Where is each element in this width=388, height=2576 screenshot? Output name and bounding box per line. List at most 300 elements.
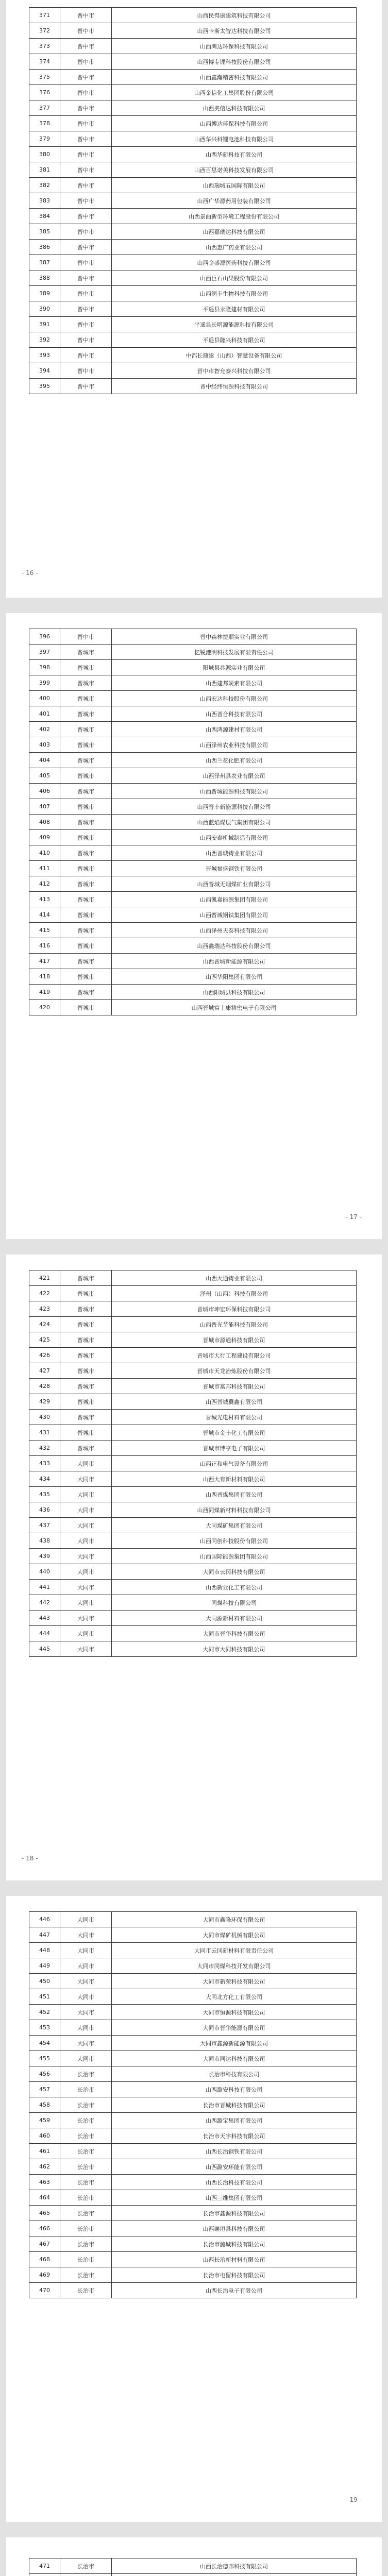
company-name-cell: 晋中经纬恒源科技有限公司 <box>112 379 357 394</box>
city-cell: 晋中市 <box>60 8 112 23</box>
table-row <box>29 1564 357 1580</box>
company-name-cell: 山西建邦炭素有限公司 <box>112 675 357 691</box>
company-name-cell: 晋中市智允泰兴科技有限公司 <box>112 363 357 379</box>
company-name-cell: 山西三维集团有限公司 <box>112 2190 357 2206</box>
company-name-cell: 中都长鼎建（山西）智慧设备有限公司 <box>112 348 357 363</box>
company-name-cell: 山西百思诺美科技发展有限公司 <box>112 162 357 178</box>
city-cell: 大同市 <box>60 1564 112 1580</box>
company-name-cell: 山西晋城冀鑫有限公司 <box>112 1394 357 1410</box>
city-cell: 晋城市 <box>60 1348 112 1363</box>
company-name-cell: 山西长治新材料有限公司 <box>112 2252 357 2267</box>
row-number: 396 <box>29 629 60 645</box>
row-number: 443 <box>29 1611 60 1626</box>
company-name-cell: 山西新业化工有限公司 <box>112 1580 357 1595</box>
row-number: 424 <box>29 1317 60 1332</box>
table-row <box>29 706 357 722</box>
row-number: 465 <box>29 2206 60 2221</box>
company-name-cell: 平遥县长明源能源科技有限公司 <box>112 317 357 332</box>
company-table <box>29 2558 357 2576</box>
company-table <box>29 629 357 1015</box>
city-cell: 晋中市 <box>60 193 112 209</box>
company-name-cell: 晋城市源通科技有限公司 <box>112 1332 357 1348</box>
city-cell: 大同市 <box>60 1549 112 1564</box>
company-table <box>29 1911 357 2298</box>
document-page <box>6 2537 382 2576</box>
table-row <box>29 270 357 286</box>
company-name-cell: 平遥县隆兴科技有限公司 <box>112 332 357 348</box>
city-cell: 晋城市 <box>60 815 112 830</box>
table-row <box>29 1958 357 1974</box>
table-row <box>29 1000 357 1015</box>
city-cell: 大同市 <box>60 1943 112 1958</box>
city-cell: 晋中市 <box>60 270 112 286</box>
table-row <box>29 224 357 240</box>
table-row <box>29 2283 357 2298</box>
city-cell: 晋中市 <box>60 100 112 116</box>
row-number: 452 <box>29 2005 60 2020</box>
city-cell: 晋城市 <box>60 923 112 938</box>
table-row <box>29 70 357 85</box>
row-number: 421 <box>29 1270 60 1286</box>
company-name-cell: 山西博专锂科技股份有限公司 <box>112 54 357 70</box>
row-number: 374 <box>29 54 60 70</box>
table-row <box>29 861 357 876</box>
page-number: - 17 - <box>345 1213 362 1221</box>
company-name-cell: 山西国际能源集团有限公司 <box>112 1549 357 1564</box>
city-cell: 晋城市 <box>60 784 112 799</box>
row-number: 458 <box>29 2097 60 2113</box>
row-number: 439 <box>29 1549 60 1564</box>
row-number: 392 <box>29 332 60 348</box>
company-name-cell: 山西晋合科技有限公司 <box>112 706 357 722</box>
company-name-cell: 山西润丰生物科技有限公司 <box>112 286 357 301</box>
row-number: 471 <box>29 2558 60 2574</box>
company-name-cell: 山西泽州天泰科技有限公司 <box>112 923 357 938</box>
company-name-cell: 山西兰花化肥有限公司 <box>112 753 357 768</box>
city-cell: 大同市 <box>60 1471 112 1487</box>
row-number: 398 <box>29 660 60 675</box>
row-number: 447 <box>29 1927 60 1943</box>
city-cell: 大同市 <box>60 1502 112 1518</box>
table-row <box>29 178 357 193</box>
table-row <box>29 2020 357 2036</box>
row-number: 380 <box>29 147 60 162</box>
table-row <box>29 2190 357 2206</box>
company-name-cell: 山西鸿达环保科技有限公司 <box>112 39 357 54</box>
table-row <box>29 1943 357 1958</box>
table-row <box>29 954 357 969</box>
table-row <box>29 737 357 753</box>
company-name-cell: 大同市鑫隆环保有限公司 <box>112 1912 357 1927</box>
company-name-cell: 大同源新材料有限公司 <box>112 1611 357 1626</box>
row-number: 402 <box>29 722 60 737</box>
table-row <box>29 2206 357 2221</box>
company-name-cell: 晋城福盛钢铁有限公司 <box>112 861 357 876</box>
city-cell: 晋中市 <box>60 224 112 240</box>
table-row <box>29 116 357 131</box>
company-name-cell: 山西晋城新能源有限公司 <box>112 954 357 969</box>
row-number: 420 <box>29 1000 60 1015</box>
table-row <box>29 1425 357 1440</box>
row-number: 436 <box>29 1502 60 1518</box>
row-number: 401 <box>29 706 60 722</box>
row-number: 455 <box>29 2051 60 2066</box>
company-name-cell: 山西卡斯太智达科技有限公司 <box>112 23 357 39</box>
table-row <box>29 1580 357 1595</box>
row-number: 393 <box>29 348 60 363</box>
row-number: 411 <box>29 861 60 876</box>
table-row <box>29 2113 357 2128</box>
row-number: 454 <box>29 2036 60 2051</box>
table-row <box>29 131 357 147</box>
row-number: 397 <box>29 645 60 660</box>
company-name-cell: 山西大通铸业有限公司 <box>112 1270 357 1286</box>
company-name-cell: 山西晋光节能科技有限公司 <box>112 1317 357 1332</box>
company-name-cell: 晋城市博亨电子有限公司 <box>112 1440 357 1456</box>
company-name-cell: 大同市晋华科技有限公司 <box>112 1626 357 1641</box>
city-cell: 大同市 <box>60 1927 112 1943</box>
city-cell: 长治市 <box>60 2190 112 2206</box>
city-cell: 晋中市 <box>60 317 112 332</box>
row-number: 381 <box>29 162 60 178</box>
row-number: 462 <box>29 2159 60 2175</box>
table-row <box>29 1611 357 1626</box>
city-cell: 晋城市 <box>60 753 112 768</box>
city-cell: 大同市 <box>60 1456 112 1471</box>
table-row <box>29 1595 357 1611</box>
row-number: 412 <box>29 876 60 892</box>
row-number: 438 <box>29 1533 60 1549</box>
company-name-cell: 山西巨石山果股份有限公司 <box>112 270 357 286</box>
table-row <box>29 691 357 706</box>
table-row <box>29 348 357 363</box>
city-cell: 晋中市 <box>60 255 112 270</box>
table-row <box>29 675 357 691</box>
row-number: 372 <box>29 23 60 39</box>
city-cell: 晋中市 <box>60 162 112 178</box>
table-row <box>29 23 357 39</box>
company-name-cell: 山西阳城县科技有限公司 <box>112 985 357 1000</box>
company-name-cell: 大同市云冈新材料有限责任公司 <box>112 1943 357 1958</box>
table-row <box>29 2036 357 2051</box>
row-number: 434 <box>29 1471 60 1487</box>
city-cell: 大同市 <box>60 1912 112 1927</box>
company-name-cell: 山西惠广药业有限公司 <box>112 240 357 255</box>
company-name-cell: 山西美信达科技有限公司 <box>112 100 357 116</box>
table-row <box>29 768 357 784</box>
company-name-cell: 山西广华源药用包装有限公司 <box>112 193 357 209</box>
city-cell: 长治市 <box>60 2082 112 2097</box>
table-row <box>29 799 357 815</box>
row-number: 385 <box>29 224 60 240</box>
city-cell: 大同市 <box>60 1974 112 1989</box>
company-name-cell: 大同市恒源科技有限公司 <box>112 2005 357 2020</box>
row-number: 445 <box>29 1641 60 1657</box>
city-cell: 晋中市 <box>60 131 112 147</box>
city-cell: 长治市 <box>60 2128 112 2144</box>
company-name-cell: 山西潞安环能有限公司 <box>112 2159 357 2175</box>
row-number: 442 <box>29 1595 60 1611</box>
table-row <box>29 147 357 162</box>
company-name-cell: 山西大有新材料有限公司 <box>112 1471 357 1487</box>
row-number: 408 <box>29 815 60 830</box>
city-cell: 晋城市 <box>60 861 112 876</box>
row-number: 463 <box>29 2175 60 2190</box>
company-name-cell: 山西正和电气设备有限公司 <box>112 1456 357 1471</box>
city-cell: 大同市 <box>60 1518 112 1533</box>
table-row <box>29 907 357 923</box>
table-row <box>29 1332 357 1348</box>
table-row <box>29 1989 357 2005</box>
city-cell: 晋城市 <box>60 691 112 706</box>
row-number: 449 <box>29 1958 60 1974</box>
city-cell: 晋城市 <box>60 876 112 892</box>
row-number: 451 <box>29 1989 60 2005</box>
company-name-cell: 阳城县兆源实业有限公司 <box>112 660 357 675</box>
row-number: 384 <box>29 209 60 224</box>
table-row <box>29 2252 357 2267</box>
table-row <box>29 629 357 645</box>
city-cell: 大同市 <box>60 1611 112 1626</box>
city-cell: 晋中市 <box>60 54 112 70</box>
row-number: 448 <box>29 1943 60 1958</box>
city-cell: 晋中市 <box>60 85 112 100</box>
company-name-cell: 山西长治电子有限公司 <box>112 2283 357 2298</box>
city-cell: 长治市 <box>60 2066 112 2082</box>
table-row <box>29 2159 357 2175</box>
row-number: 468 <box>29 2252 60 2267</box>
table-row <box>29 2066 357 2082</box>
city-cell: 大同市 <box>60 1533 112 1549</box>
company-name-cell: 山西华新科技有限公司 <box>112 147 357 162</box>
table-row <box>29 784 357 799</box>
row-number: 446 <box>29 1912 60 1927</box>
city-cell: 晋城市 <box>60 1317 112 1332</box>
table-row <box>29 938 357 954</box>
company-name-cell: 山西凯嘉能源集团有限公司 <box>112 892 357 907</box>
city-cell: 大同市 <box>60 2005 112 2020</box>
row-number: 394 <box>29 363 60 379</box>
table-row <box>29 286 357 301</box>
document-page <box>6 1255 382 1880</box>
company-name-cell: 晋城市天龙冶炼股份有限公司 <box>112 1363 357 1379</box>
company-name-cell: 晋中森林捷顺实业有限公司 <box>112 629 357 645</box>
city-cell: 晋城市 <box>60 645 112 660</box>
city-cell: 长治市 <box>60 2558 112 2574</box>
company-name-cell: 忆锐港明科技发展有限责任公司 <box>112 645 357 660</box>
table-row <box>29 1912 357 1927</box>
city-cell: 长治市 <box>60 2221 112 2236</box>
table-row <box>29 1487 357 1502</box>
table-row <box>29 1301 357 1317</box>
row-number: 415 <box>29 923 60 938</box>
table-row <box>29 2082 357 2097</box>
company-name-cell: 大同市鑫源新能源有限公司 <box>112 2036 357 2051</box>
table-row <box>29 969 357 985</box>
company-name-cell: 山西鑫瑞达科技股份有限公司 <box>112 938 357 954</box>
city-cell: 晋中市 <box>60 209 112 224</box>
row-number: 378 <box>29 116 60 131</box>
city-cell: 晋中市 <box>60 348 112 363</box>
table-row <box>29 985 357 1000</box>
table-row <box>29 1927 357 1943</box>
company-name-cell: 山西长治德邦科技有限公司 <box>112 2558 357 2574</box>
company-name-cell: 山西宏达科技股份有限公司 <box>112 691 357 706</box>
company-name-cell: 山西金信化工集团股份有限公司 <box>112 85 357 100</box>
row-number: 431 <box>29 1425 60 1440</box>
row-number: 456 <box>29 2066 60 2082</box>
company-name-cell: 山西襄垣县科技有限公司 <box>112 2221 357 2236</box>
row-number: 419 <box>29 985 60 1000</box>
city-cell: 晋中市 <box>60 363 112 379</box>
city-cell: 大同市 <box>60 1958 112 1974</box>
table-row <box>29 1286 357 1301</box>
table-row <box>29 1348 357 1363</box>
table-row <box>29 2144 357 2159</box>
city-cell: 晋城市 <box>60 706 112 722</box>
city-cell: 晋城市 <box>60 799 112 815</box>
city-cell: 晋城市 <box>60 845 112 861</box>
row-number: 444 <box>29 1626 60 1641</box>
row-number: 450 <box>29 1974 60 1989</box>
company-name-cell: 大同市云冈科技有限公司 <box>112 1564 357 1580</box>
city-cell: 晋城市 <box>60 954 112 969</box>
company-name-cell: 山西泽州农业科技有限公司 <box>112 737 357 753</box>
city-cell: 长治市 <box>60 2144 112 2159</box>
company-name-cell: 山西晋煤集团有限公司 <box>112 1487 357 1502</box>
company-name-cell: 大同市新荣科技有限公司 <box>112 1974 357 1989</box>
city-cell: 晋中市 <box>60 39 112 54</box>
row-number: 467 <box>29 2236 60 2252</box>
city-cell: 晋中市 <box>60 178 112 193</box>
table-row <box>29 301 357 317</box>
table-row <box>29 1626 357 1641</box>
row-number: 382 <box>29 178 60 193</box>
row-number: 409 <box>29 830 60 845</box>
table-row <box>29 379 357 394</box>
table-row <box>29 2221 357 2236</box>
row-number: 453 <box>29 2020 60 2036</box>
company-name-cell: 长治市鑫源科技有限公司 <box>112 2206 357 2221</box>
row-number: 459 <box>29 2113 60 2128</box>
row-number: 430 <box>29 1410 60 1425</box>
table-row <box>29 54 357 70</box>
table-row <box>29 209 357 224</box>
company-name-cell: 山西长治科技有限公司 <box>112 2175 357 2190</box>
table-row <box>29 1641 357 1657</box>
company-name-cell: 山西博达环保科技有限公司 <box>112 116 357 131</box>
document-page <box>6 0 382 598</box>
city-cell: 长治市 <box>60 2283 112 2298</box>
city-cell: 大同市 <box>60 2036 112 2051</box>
table-row <box>29 2574 357 2576</box>
table-row <box>29 923 357 938</box>
table-row <box>29 2558 357 2574</box>
company-name-cell: 长治市屯留科技有限公司 <box>112 2267 357 2283</box>
company-name-cell: 山西鸿源建材有限公司 <box>112 722 357 737</box>
row-number: 371 <box>29 8 60 23</box>
table-row <box>29 1549 357 1564</box>
city-cell: 大同市 <box>60 1989 112 2005</box>
city-cell: 晋城市 <box>60 1270 112 1286</box>
city-cell: 长治市 <box>60 2236 112 2252</box>
row-number: 400 <box>29 691 60 706</box>
company-table <box>29 1270 357 1657</box>
row-number: 435 <box>29 1487 60 1502</box>
company-table <box>29 7 357 394</box>
company-name-cell: 山西晋城钢铁集团有限公司 <box>112 907 357 923</box>
company-name-cell: 长治市天宇科技有限公司 <box>112 2128 357 2144</box>
row-number: 388 <box>29 270 60 286</box>
table-row <box>29 722 357 737</box>
table-row <box>29 1394 357 1410</box>
table-row <box>29 363 357 379</box>
row-number: 389 <box>29 286 60 301</box>
city-cell: 晋城市 <box>60 675 112 691</box>
company-name-cell: 山西潞宝集团有限公司 <box>112 2113 357 2128</box>
company-name-cell: 山西晋城无烟煤矿业有限公司 <box>112 876 357 892</box>
row-number: 404 <box>29 753 60 768</box>
table-row <box>29 1379 357 1394</box>
city-cell: 晋城市 <box>60 1286 112 1301</box>
city-cell: 大同市 <box>60 1641 112 1657</box>
company-name-cell: 山西晋丰新能源科技有限公司 <box>112 799 357 815</box>
company-name-cell: 山西晋城能源科技有限公司 <box>112 784 357 799</box>
table-row <box>29 85 357 100</box>
row-number: 418 <box>29 969 60 985</box>
row-number: 460 <box>29 2128 60 2144</box>
row-number: 403 <box>29 737 60 753</box>
company-name-cell: 山西同煤新材料科技有限公司 <box>112 1502 357 1518</box>
city-cell: 晋城市 <box>60 1410 112 1425</box>
table-row <box>29 1317 357 1332</box>
row-number: 457 <box>29 2082 60 2097</box>
city-cell: 长治市 <box>60 2097 112 2113</box>
city-cell: 晋中市 <box>60 240 112 255</box>
row-number: 461 <box>29 2144 60 2159</box>
table-row <box>29 892 357 907</box>
city-cell: 晋城市 <box>60 985 112 1000</box>
table-row <box>29 332 357 348</box>
company-name-cell: 晋城市大行工程建设有限公司 <box>112 1348 357 1363</box>
table-row <box>29 39 357 54</box>
row-number: 426 <box>29 1348 60 1363</box>
page-number: - 16 - <box>22 569 38 577</box>
company-name-cell <box>112 2574 357 2576</box>
company-name-cell: 山西长治钢铁有限公司 <box>112 2144 357 2159</box>
city-cell: 晋城市 <box>60 1000 112 1015</box>
city-cell: 晋中市 <box>60 23 112 39</box>
row-number: 410 <box>29 845 60 861</box>
city-cell: 晋中市 <box>60 301 112 317</box>
company-name-cell: 大同煤矿集团有限公司 <box>112 1518 357 1533</box>
city-cell: 晋城市 <box>60 938 112 954</box>
table-row <box>29 830 357 845</box>
table-row <box>29 2128 357 2144</box>
company-name-cell: 大同市晋华能源有限公司 <box>112 2020 357 2036</box>
city-cell: 晋城市 <box>60 1363 112 1379</box>
row-number: 469 <box>29 2267 60 2283</box>
company-name-cell: 大同市大同科技有限公司 <box>112 1641 357 1657</box>
company-name-cell: 泽州（山西）科技有限公司 <box>112 1286 357 1301</box>
table-row <box>29 1471 357 1487</box>
city-cell: 长治市 <box>60 2159 112 2175</box>
company-name-cell: 晋城市金丰化工有限公司 <box>112 1425 357 1440</box>
table-row <box>29 1533 357 1549</box>
row-number: 383 <box>29 193 60 209</box>
table-row <box>29 1363 357 1379</box>
company-name-cell: 山西同创科技股份有限公司 <box>112 1533 357 1549</box>
